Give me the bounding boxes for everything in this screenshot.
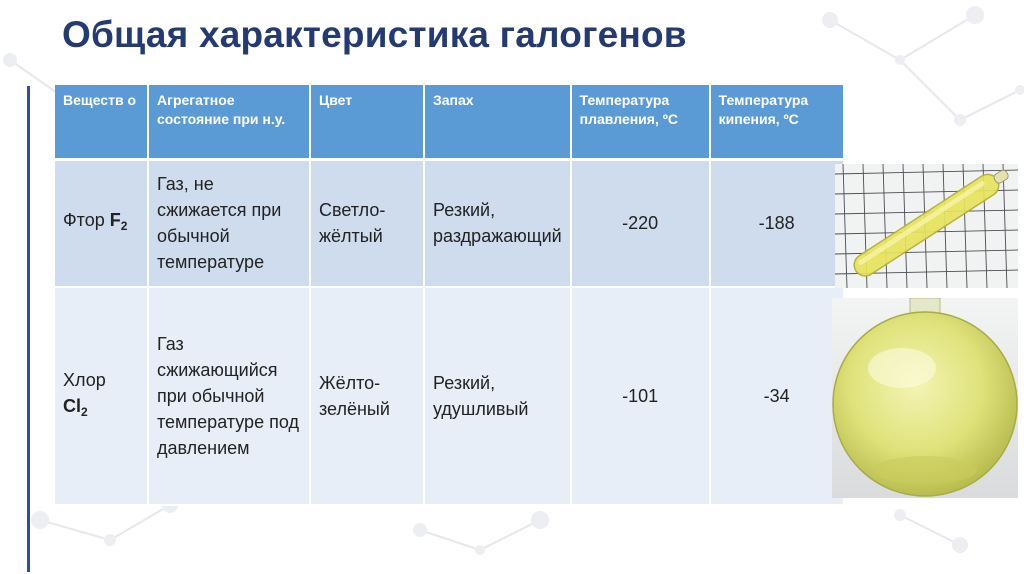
melting-point-cell: -220 <box>571 159 710 287</box>
boiling-point-cell: -34 <box>710 287 844 505</box>
header-color: Цвет <box>310 85 424 159</box>
color-cell: Жёлто-зелёный <box>310 287 424 505</box>
halogen-table <box>55 85 845 506</box>
color-cell: Светло-жёлтый <box>310 159 424 287</box>
smell-cell: Резкий, раздражающий <box>424 159 571 287</box>
substance-cell <box>55 159 148 287</box>
chlorine-flask-photo <box>832 298 1018 498</box>
table-row <box>55 287 844 505</box>
slide-title: Общая характеристика галогенов <box>62 14 687 55</box>
melting-point-cell: -101 <box>571 287 710 505</box>
header-substance: Веществ о <box>55 85 148 159</box>
left-accent-rule <box>27 86 30 572</box>
header-melting-point: Температура плавления, ºС <box>571 85 710 159</box>
state-cell: Газ, не сжижается при обычной температуре <box>148 159 310 287</box>
substance-formula: $Cl_2$ <box>63 396 88 419</box>
substance-name: Хлор <box>63 370 106 390</box>
header-boiling-point: Температура кипения, ºС <box>710 85 844 159</box>
smell-cell: Резкий, удушливый <box>424 287 571 505</box>
substance-formula: $F_2$ <box>109 210 128 234</box>
boiling-point-cell: -188 <box>710 159 844 287</box>
header-state: Агрегатное состояние при н.у. <box>148 85 310 159</box>
table-row <box>55 159 844 287</box>
state-cell: Газ сжижающийся при обычной температуре под давлением <box>148 287 310 505</box>
substance-cell <box>55 287 148 505</box>
header-smell: Запах <box>424 85 571 159</box>
substance-name: Фтор <box>63 210 105 231</box>
table-header-row <box>55 85 844 159</box>
fluorine-tube-photo <box>835 164 1018 288</box>
